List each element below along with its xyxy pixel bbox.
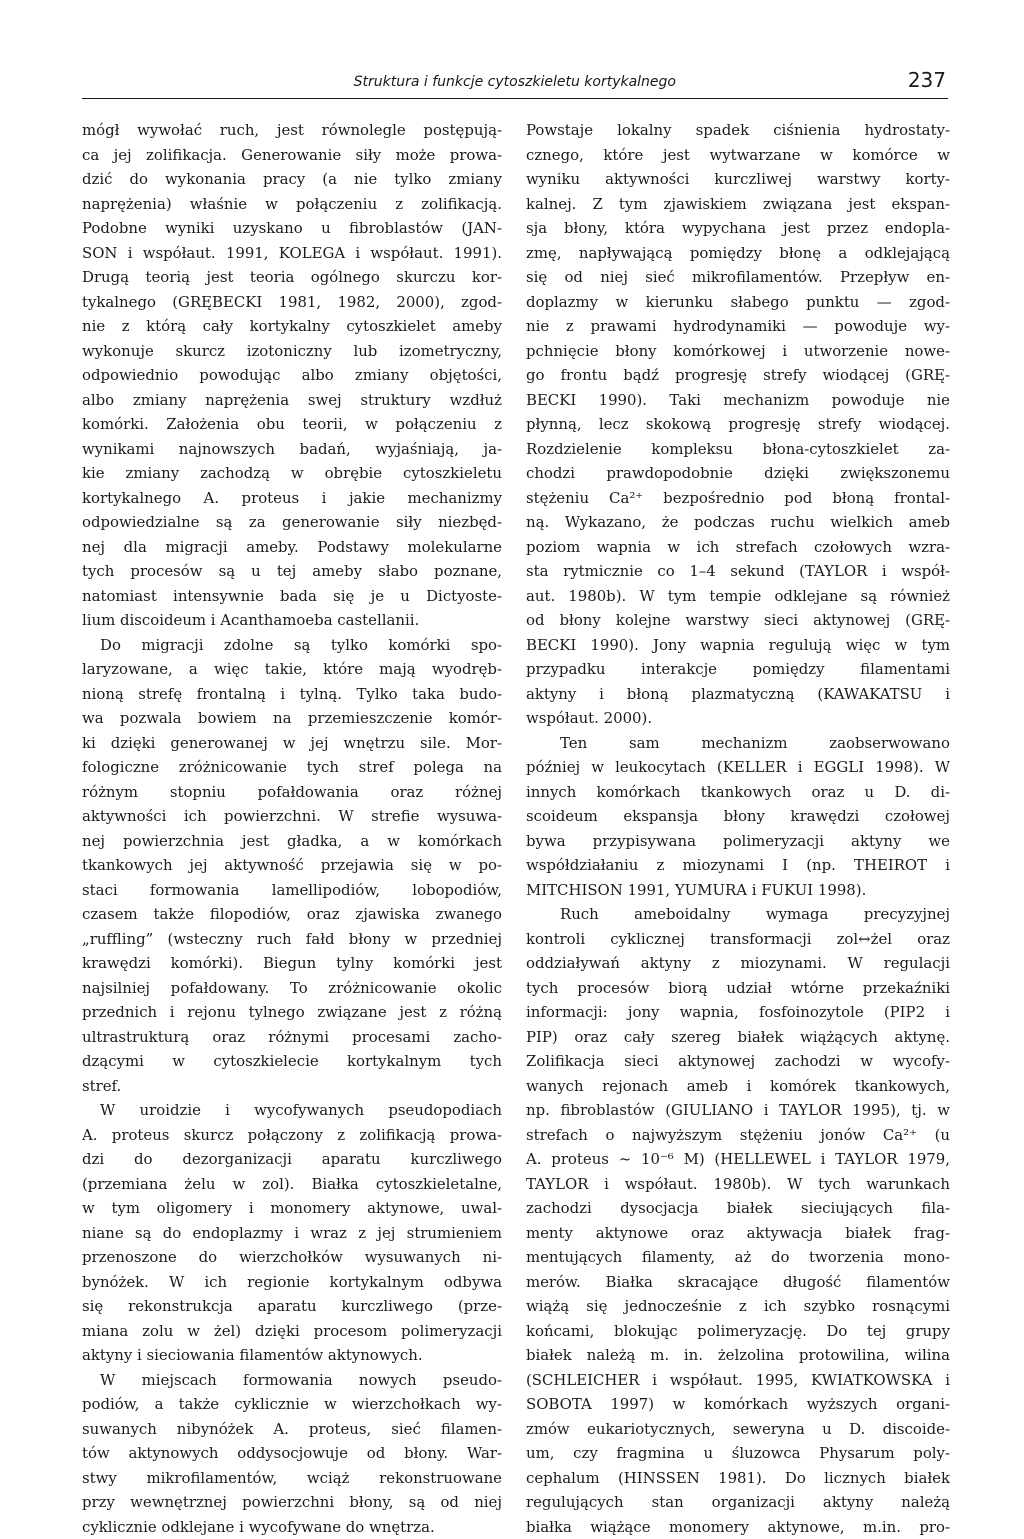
text-line: współdziałaniu z miozynami I (np. THEIROT i [526, 853, 950, 878]
text-line: sja błony, która wypychana jest przez endopla- [526, 216, 950, 241]
text-line: PIP) oraz cały szereg białek wiążących aktynę. [526, 1025, 950, 1050]
right-text-column [526, 118, 950, 1539]
text-line: go frontu bądź progresję strefy wiodącej (GRĘ- [526, 363, 950, 388]
text-line: przy wewnętrznej powierzchni błony, są od niej [82, 1490, 502, 1515]
text-line: MITCHISON 1991, YUMURA i FUKUI 1998). [526, 878, 950, 903]
text-line: białek należą m. in. żelzolina protowilina, wilina [526, 1343, 950, 1368]
text-line: mógł wywołać ruch, jest równolegle postępują- [82, 118, 502, 143]
text-line: (SCHLEICHER i współaut. 1995, KWIATKOWSKA i [526, 1368, 950, 1393]
text-line: niane są do endoplazmy i wraz z jej strumieniem [82, 1221, 502, 1246]
text-line: lium discoideum i Acanthamoeba castellanii. [82, 608, 502, 633]
text-line: Ten sam mechanizm zaobserwowano [526, 731, 950, 756]
text-line: nej dla migracji ameby. Podstawy molekularne [82, 535, 502, 560]
text-line: Ruch ameboidalny wymaga precyzyjnej [526, 902, 950, 927]
text-line: stężeniu Ca²⁺ bezpośrednio pod błoną frontal- [526, 486, 950, 511]
text-line: regulujących stan organizacji aktyny należą [526, 1490, 950, 1515]
text-line: zmę, napływającą pomiędzy błonę a odklejającą [526, 241, 950, 266]
text-line: wykonuje skurcz izotoniczny lub izometryczny, [82, 339, 502, 364]
text-line: W miejscach formowania nowych pseudo- [82, 1368, 502, 1393]
text-line: końcami, blokując polimeryzację. Do tej grupy [526, 1319, 950, 1344]
text-line: wyniku aktywności kurczliwej warstwy korty- [526, 167, 950, 192]
text-line: cyklicznie odklejane i wycofywane do wnętrza. [82, 1515, 502, 1539]
text-line: Zolifikacja sieci aktynowej zachodzi w wycofy- [526, 1049, 950, 1074]
text-line: suwanych nibynóżek A. proteus, sieć filamen- [82, 1417, 502, 1442]
text-line: staci formowania lamellipodiów, lobopodiów, [82, 878, 502, 903]
text-line: merów. Białka skracające długość filamentów [526, 1270, 950, 1295]
text-line: tych procesów są u tej ameby słabo poznane, [82, 559, 502, 584]
text-line: Podobne wyniki uzyskano u fibroblastów (JAN- [82, 216, 502, 241]
text-line: stref. [82, 1074, 502, 1099]
text-line: Do migracji zdolne są tylko komórki spo- [82, 633, 502, 658]
text-line: A. proteus ~ 10⁻⁶ M) (HELLEWEL i TAYLOR 1979, [526, 1147, 950, 1172]
text-line: miana zolu w żel) dzięki procesom polimeryzacji [82, 1319, 502, 1344]
text-line: odpowiedzialne są za generowanie siły niezbęd- [82, 510, 502, 535]
page-header [82, 72, 948, 99]
text-line: (przemiana żelu w zol). Białka cytoszkieletalne, [82, 1172, 502, 1197]
text-line: poziom wapnia w ich strefach czołowych wzra- [526, 535, 950, 560]
text-line: stwy mikrofilamentów, wciąż rekonstruowane [82, 1466, 502, 1491]
text-line: Rozdzielenie kompleksu błona-cytoszkielet za- [526, 437, 950, 462]
text-line: płynną, lecz skokową progresję strefy wiodącej. [526, 412, 950, 437]
text-line: dzić do wykonania pracy (a nie tylko zmiany [82, 167, 502, 192]
text-line: oddziaływań aktyny z miozynami. W regulacji [526, 951, 950, 976]
text-line: wanych rejonach ameb i komórek tkankowych, [526, 1074, 950, 1099]
text-line: podiów, a także cyklicznie w wierzchołkach wy- [82, 1392, 502, 1417]
text-line: innych komórkach tkankowych oraz u D. di- [526, 780, 950, 805]
text-line: zachodzi dysocjacja białek sieciujących fila- [526, 1196, 950, 1221]
text-line: chodzi prawdopodobnie dzięki zwiększonemu [526, 461, 950, 486]
text-line: kortykalnego A. proteus i jakie mechanizmy [82, 486, 502, 511]
text-line: dzi do dezorganizacji aparatu kurczliwego [82, 1147, 502, 1172]
text-line: współaut. 2000). [526, 706, 950, 731]
text-line: menty aktynowe oraz aktywacja białek frag- [526, 1221, 950, 1246]
text-line: nioną strefę frontalną i tylną. Tylko taka budo- [82, 682, 502, 707]
text-line: najsilniej pofałdowany. To zróżnicowanie okolic [82, 976, 502, 1001]
text-line: A. proteus skurcz połączony z zolifikacją prowa- [82, 1123, 502, 1148]
text-line: informacji: jony wapnia, fosfoinozytole (PIP2 i [526, 1000, 950, 1025]
text-line: aktyny i błoną plazmatyczną (KAWAKATSU i [526, 682, 950, 707]
text-line: aktyny i sieciowania filamentów aktynowych. [82, 1343, 502, 1368]
text-line: się od niej sieć mikrofilamentów. Przepływ en- [526, 265, 950, 290]
text-line: fologiczne zróżnicowanie tych stref polega na [82, 755, 502, 780]
text-line: wa pozwala bowiem na przemieszczenie komór- [82, 706, 502, 731]
text-line: od błony kolejne warstwy sieci aktynowej (GRĘ- [526, 608, 950, 633]
running-head: Struktura i funkcje cytoszkieletu kortykalnego [354, 74, 676, 90]
text-line: TAYLOR i współaut. 1980b). W tych warunkach [526, 1172, 950, 1197]
left-text-column [82, 118, 502, 1539]
text-line: bywa przypisywana polimeryzacji aktyny we [526, 829, 950, 854]
text-line: dzącymi w cytoszkielecie kortykalnym tych [82, 1049, 502, 1074]
text-line: mentujących filamenty, aż do tworzenia mono- [526, 1245, 950, 1270]
text-line: tych procesów biorą udział wtórne przekaźniki [526, 976, 950, 1001]
text-line: kontroli cyklicznej transformacji zol↔żel oraz [526, 927, 950, 952]
text-line: nie z prawami hydrodynamiki — powoduje wy- [526, 314, 950, 339]
text-line: wiążą się jednocześnie z ich szybko rosnącymi [526, 1294, 950, 1319]
text-line: w tym oligomery i monomery aktynowe, uwal- [82, 1196, 502, 1221]
text-line: białka wiążące monomery aktynowe, m.in. pro- [526, 1515, 950, 1539]
text-line: przypadku interakcje pomiędzy filamentami [526, 657, 950, 682]
text-line: zmów eukariotycznych, seweryna u D. discoide- [526, 1417, 950, 1442]
text-line: tkankowych jej aktywność przejawia się w po- [82, 853, 502, 878]
text-line: SON i współaut. 1991, KOLEGA i współaut. 1991). [82, 241, 502, 266]
text-line: Powstaje lokalny spadek ciśnienia hydrostaty- [526, 118, 950, 143]
text-line: nej powierzchnia jest gładka, a w komórkach [82, 829, 502, 854]
text-line: albo zmiany naprężenia swej struktury wzdłuż [82, 388, 502, 413]
text-line: doplazmy w kierunku słabego punktu — zgod- [526, 290, 950, 315]
text-line: się rekonstrukcja aparatu kurczliwego (prze- [82, 1294, 502, 1319]
text-line: nie z którą cały kortykalny cytoszkielet ameby [82, 314, 502, 339]
text-line: Drugą teorią jest teoria ogólnego skurczu kor- [82, 265, 502, 290]
text-line: wynikami najnowszych badań, wyjaśniają, ja- [82, 437, 502, 462]
text-line: bynóżek. W ich regionie kortykalnym odbywa [82, 1270, 502, 1295]
page-number: 237 [908, 68, 946, 92]
text-line: „ruffling” (wsteczny ruch fałd błony w przedniej [82, 927, 502, 952]
text-line: krawędzi komórki). Biegun tylny komórki jest [82, 951, 502, 976]
text-line: laryzowane, a więc takie, które mają wyodręb- [82, 657, 502, 682]
text-line: SOBOTA 1997) w komórkach wyższych organi- [526, 1392, 950, 1417]
text-line: cznego, które jest wytwarzane w komórce w [526, 143, 950, 168]
text-line: przenoszone do wierzchołków wysuwanych ni- [82, 1245, 502, 1270]
text-line: kalnej. Z tym zjawiskiem związana jest ekspan- [526, 192, 950, 217]
text-line: ultrastrukturą oraz różnymi procesami zacho- [82, 1025, 502, 1050]
text-line: aut. 1980b). W tym tempie odklejane są również [526, 584, 950, 609]
text-line: odpowiednio powodując albo zmiany objętości, [82, 363, 502, 388]
text-line: różnym stopniu pofałdowania oraz różnej [82, 780, 502, 805]
text-line: czasem także filopodiów, oraz zjawiska zwanego [82, 902, 502, 927]
text-line: scoideum ekspansja błony krawędzi czołowej [526, 804, 950, 829]
text-line: przednich i rejonu tylnego związane jest z różną [82, 1000, 502, 1025]
text-line: natomiast intensywnie bada się je u Dictyoste- [82, 584, 502, 609]
text-line: później w leukocytach (KELLER i EGGLI 1998). W [526, 755, 950, 780]
text-line: naprężenia) właśnie w połączeniu z zolifikacją. [82, 192, 502, 217]
text-line: pchnięcie błony komórkowej i utworzenie nowe- [526, 339, 950, 364]
text-line: kie zmiany zachodzą w obrębie cytoszkieletu [82, 461, 502, 486]
text-line: BECKI 1990). Jony wapnia regulują więc w tym [526, 633, 950, 658]
text-line: cephalum (HINSSEN 1981). Do licznych białek [526, 1466, 950, 1491]
text-line: tów aktynowych oddysocjowuje od błony. War- [82, 1441, 502, 1466]
text-line: tykalnego (GRĘBECKI 1981, 1982, 2000), zgod- [82, 290, 502, 315]
text-line: um, czy fragmina u śluzowca Physarum poly- [526, 1441, 950, 1466]
text-line: aktywności ich powierzchni. W strefie wysuwa- [82, 804, 502, 829]
text-line: komórki. Założenia obu teorii, w połączeniu z [82, 412, 502, 437]
text-line: np. fibroblastów (GIULIANO i TAYLOR 1995), tj. w [526, 1098, 950, 1123]
text-line: sta rytmicznie co 1–4 sekund (TAYLOR i współ- [526, 559, 950, 584]
text-line: ną. Wykazano, że podczas ruchu wielkich ameb [526, 510, 950, 535]
text-line: strefach o najwyższym stężeniu jonów Ca²⁺ (u [526, 1123, 950, 1148]
text-line: W uroidzie i wycofywanych pseudopodiach [82, 1098, 502, 1123]
text-line: BECKI 1990). Taki mechanizm powoduje nie [526, 388, 950, 413]
text-line: ca jej zolifikacja. Generowanie siły może prowa- [82, 143, 502, 168]
text-line: ki dzięki generowanej w jej wnętrzu sile. Mor- [82, 731, 502, 756]
